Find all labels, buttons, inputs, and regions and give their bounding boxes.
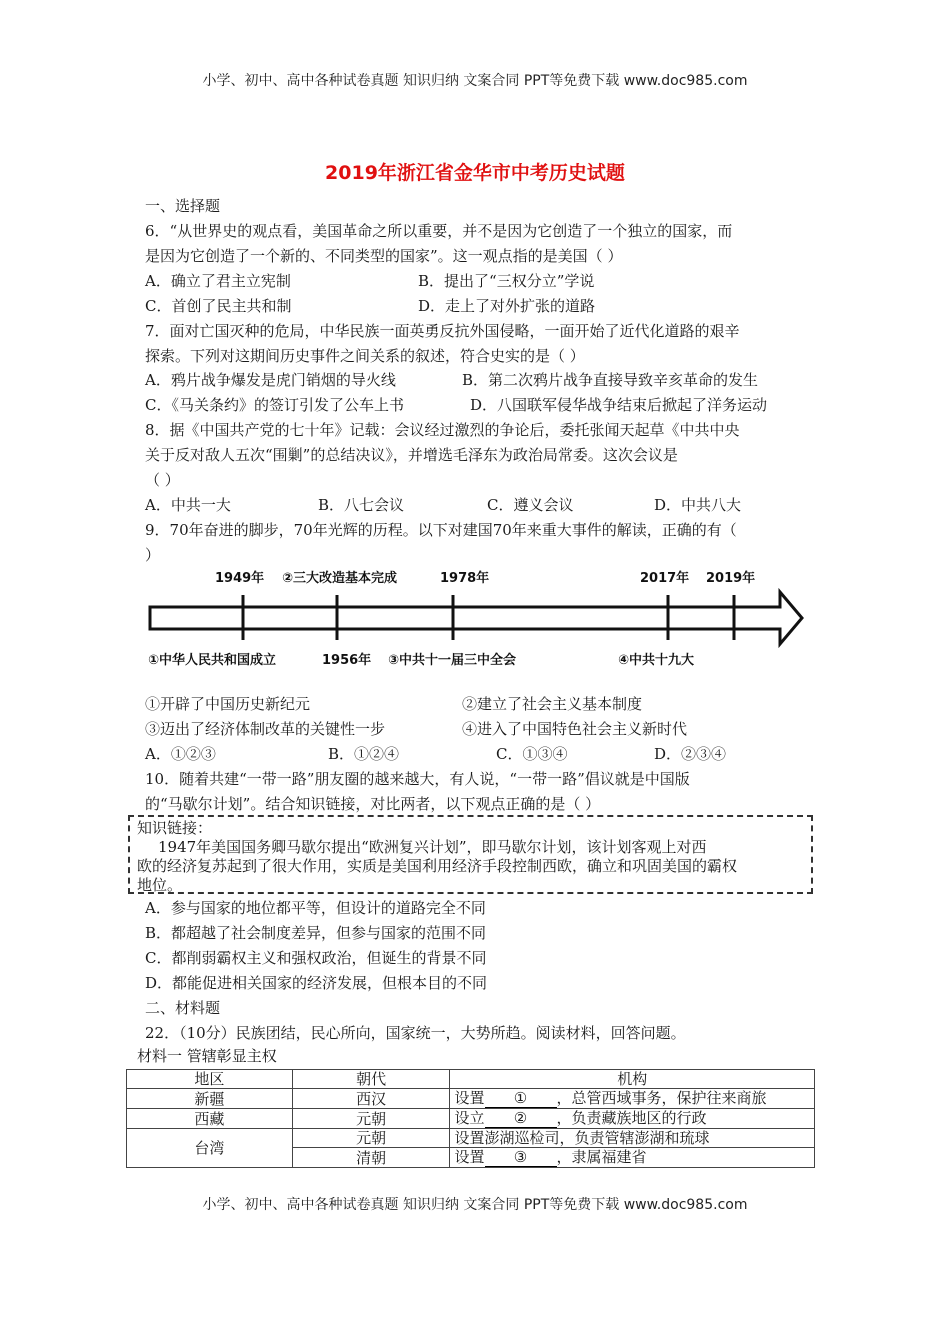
question-text: 的“马歇尔计划”。结合知识链接，对比两者，以下观点正确的是（ ） [145,795,601,813]
option: B．八七会议 [318,496,405,514]
answer-blank: ② [485,1109,557,1128]
cell-text: ，总管西域事务，保护往来商旅 [556,1089,767,1107]
option: B．①②④ [328,745,400,763]
option: C．《马关条约》的签订引发了公车上书 [145,396,404,414]
option: C．①③④ [496,745,568,763]
cell-text: 设置 [454,1089,485,1107]
section-heading: 一、选择题 [145,197,221,215]
option: B．都超越了社会制度差异，但参与国家的范围不同 [145,924,487,942]
table-row [127,1129,815,1148]
table-cell: 清朝 [292,1148,450,1168]
table-cell: 西藏 [127,1109,293,1129]
timeline-label-1956: 1956年 [322,653,372,668]
option: D．走上了对外扩张的道路 [418,297,596,315]
timeline-label-third-plenum: ③中共十一届三中全会 [388,653,517,668]
table-cell: 新疆 [127,1089,293,1109]
question-text: （ ） [145,471,180,489]
knowledge-link-text: 地位。 [137,876,183,894]
statement: ③迈出了经济体制改革的关键性一步 [145,720,386,738]
question-text: 22．（10分）民族团结，民心所向，国家统一，大势所趋。阅读材料，回答问题。 [145,1024,686,1042]
page-title: 2019年浙江省金华市中考历史试题 [325,162,625,184]
table-row [127,1089,815,1109]
table-cell: 台湾 [127,1129,293,1168]
table-cell: 设置澎湖巡检司，负责管辖澎湖和琉球 [450,1129,815,1148]
table-header-row [127,1070,815,1089]
table-header: 机构 [450,1070,815,1089]
knowledge-link-text: 欧的经济复苏起到了很大作用，实质是美国利用经济手段控制西欧，确立和巩固美国的霸权 [137,857,738,875]
option: B．提出了“三权分立”学说 [418,272,595,290]
material-title: 材料一 管辖彰显主权 [137,1047,277,1065]
question-text: 探索。下列对这期间历史事件之间关系的叙述，符合史实的是（ ） [145,347,585,365]
option: A．鸦片战争爆发是虎门销烟的导火线 [145,371,396,389]
question-text: 关于反对敌人五次“围剿”的总结决议》，并增选毛泽东为政治局常委。这次会议是 [145,446,678,464]
timeline-label-2017: 2017年 [640,571,690,586]
option: D．八国联军侵华战争结束后掀起了洋务运动 [470,396,768,414]
timeline-label-1978: 1978年 [440,571,490,586]
table-header: 朝代 [292,1070,450,1089]
table-cell [450,1089,815,1109]
question-text: 6．“从世界史的观点看，美国革命之所以重要，并不是因为它创造了一个独立的国家，而 [145,222,733,240]
page-footer: 小学、初中、高中各种试卷真题 知识归纳 文案合同 PPT等免费下载 www.doc985.com [202,1197,748,1213]
table-cell [450,1148,815,1168]
statement: ②建立了社会主义基本制度 [462,695,643,713]
answer-blank: ① [485,1089,557,1108]
material-table [126,1069,815,1168]
question-text: ） [145,546,161,564]
page-header: 小学、初中、高中各种试卷真题 知识归纳 文案合同 PPT等免费下载 www.doc985.com [202,73,748,89]
option: A．确立了君主立宪制 [145,272,291,290]
table-cell: 元朝 [292,1129,450,1148]
question-text: 8．据《中国共产党的七十年》记载：会议经过激烈的争论后，委托张闻天起草《中共中央 [145,421,740,439]
timeline-label-19th-congress: ④中共十九大 [618,653,695,668]
table-cell: 元朝 [292,1109,450,1129]
table-row [127,1109,815,1129]
cell-text: ，隶属福建省 [556,1148,647,1166]
option: A．参与国家的地位都平等，但设计的道路完全不同 [145,899,486,917]
knowledge-link-text: 1947年美国国务卿马歇尔提出“欧洲复兴计划”，即马歇尔计划，该计划客观上对西 [158,838,707,856]
knowledge-link-title: 知识链接： [137,819,213,837]
cell-text: 设置 [454,1148,485,1166]
option: D．中共八大 [654,496,742,514]
option: C．遵义会议 [487,496,574,514]
cell-text: ，负责藏族地区的行政 [556,1109,707,1127]
option: C．首创了民主共和制 [145,297,292,315]
option: D．②③④ [654,745,727,763]
section-heading: 二、材料题 [145,999,221,1017]
table-header: 地区 [127,1070,293,1089]
question-text: 是因为它创造了一个新的、不同类型的国家”。这一观点指的是美国（ ） [145,247,623,265]
timeline-label-reform: ②三大改造基本完成 [282,571,398,586]
option: C．都削弱霸权主义和强权政治，但诞生的背景不同 [145,949,487,967]
table-cell: 西汉 [292,1089,450,1109]
timeline-arrow [150,592,802,644]
statement: ①开辟了中国历史新纪元 [145,695,311,713]
answer-blank: ③ [485,1148,557,1167]
timeline-label-2019: 2019年 [706,571,756,586]
option: D．都能促进相关国家的经济发展，但根本目的不同 [145,974,488,992]
timeline-figure [140,560,820,675]
question-text: 10．随着共建“一带一路”朋友圈的越来越大，有人说，“一带一路”倡议就是中国版 [145,770,690,788]
timeline-label-1949: 1949年 [215,571,265,586]
question-text: 9．70年奋进的脚步，70年光辉的历程。以下对建国70年来重大事件的解读，正确的有（ [145,521,737,539]
timeline-label-prc: ①中华人民共和国成立 [148,653,277,668]
statement: ④进入了中国特色社会主义新时代 [462,720,688,738]
option: A．中共一大 [145,496,231,514]
option: B．第二次鸦片战争直接导致辛亥革命的发生 [462,371,759,389]
question-text: 7．面对亡国灭种的危局，中华民族一面英勇反抗外国侵略，一面开始了近代化道路的艰辛 [145,322,740,340]
cell-text: 设立 [454,1109,485,1127]
table-cell [450,1109,815,1129]
option: A．①②③ [145,745,216,763]
